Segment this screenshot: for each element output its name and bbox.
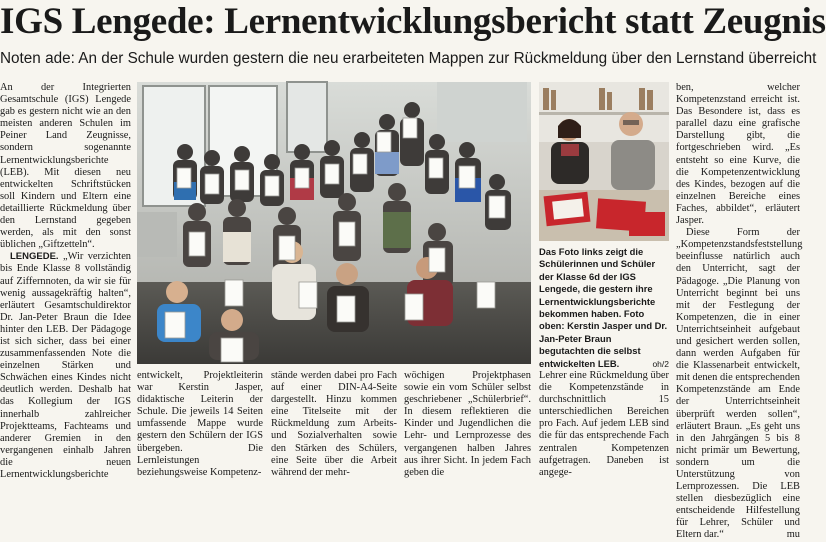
body-text: „Wir verzichten bis Ende Klasse 8 vollständig auf Ziffernnoten, da wir sie für wenig aussagekräftig halten“, erläutert Gesamtschuldirektor Dr. Jan-Peter Braun die Idee hinter den LEB. Der Pädagoge ist sich sicher, dass bei einer zusammenfassenden Note die einzelnen Stärken und Schwächen eines Kindes nicht deutlich werden. Deshalb hat das Kollegium der IGS innerhalb zahlreicher Projektteams, Fachteams und anderer Gremien in den vergangenen einhalb Jahren die neuen Lernentwicklungsberichte bbox=[0, 251, 131, 480]
column-3-text: stände werden dabei pro Fach auf einer DIN-A4-Seite dargestellt. Hinzu kommen eine Titelseite mit der Rückmeldung zum Arbeits- und Sozialverhalten sowie den Stärken des Schülers, eine Seite über die Arbeit während der mehr- bbox=[271, 370, 397, 478]
author-credit: mu bbox=[786, 529, 800, 541]
article-column-6 bbox=[676, 82, 803, 541]
teachers-photo bbox=[539, 82, 669, 241]
body-paragraph bbox=[0, 251, 131, 481]
article-column-4 bbox=[404, 370, 531, 478]
column-2-text: entwickelt, Projektleiterin war Kerstin Jasper, didaktische Leiterin der Schule. Die jeweils 14 Seiten umfassende Mappe wurde gestern den Schülern der IGS übergeben. Die Lernleistungen beziehungsweise Kompetenz- bbox=[137, 370, 263, 478]
headline: IGS Lengede: Lernentwicklungsbericht statt Zeugnis bbox=[0, 1, 826, 42]
column-5-text: Lehrer eine Rückmeldung über die Kompetenzstände in durchschnittlich 15 unterschiedlichen Bereichen pro Fach. Auf jedem LEB sind die für das entsprechende Fach zentralen Kompetenzen aufgetragen. Daneben ist angege- bbox=[539, 370, 669, 478]
column-6-paragraph-1: ben, welcher Kompetenzstand erreicht ist. Das Besondere ist, dass es parallel dazu eine grafische Darstellung gibt, die fortgeschrieben wird. „Es entsteht so eine Kurve, die die Kompetenzentwicklung des Kindes, bezogen auf die einzelnen Bereiche eines Faches, abbildet“, erläutert Jasper. bbox=[676, 82, 800, 227]
caption-text: Das Foto links zeigt die Schülerinnen und Schüler der Klasse 6d der IGS Lengede, die gestern ihre Lernentwicklungsberichte bekommen haben. Foto oben: Kerstin Jasper und Dr. Jan-Peter Braun begutachten die selbst entwickelten LEB. bbox=[539, 246, 668, 369]
article-column-2 bbox=[137, 370, 263, 478]
teachers-photo-image bbox=[539, 82, 669, 241]
photo-caption bbox=[539, 246, 669, 369]
column-6-paragraph-2 bbox=[676, 227, 803, 541]
subheadline: Noten ade: An der Schule wurden gestern die neu erarbeiteten Mappen zur Rückmeldung über den Lernstand überreicht bbox=[0, 50, 817, 67]
column-6-text: Diese Form der „Kompetenzstandsfeststellung beeinflusse natürlich auch den Unterricht, sagt der Pädagoge. „Die Planung von Unterricht beginnt bei uns mit der Festlegung der Kompetenzen, die in einer Unterrichtseinheit aufgebaut und gesichert werden sollen, dann werden Aufgaben für die Klassenarbeit entwickelt, mit denen die entsprechenden Kompetenzstände am Ende der Unterrichtseinheit überprüft werden sollen“, erläutert Braun. „Es geht uns in den Jahrgängen 5 bis 8 nicht primär um Bewertung, sondern um die Unterstützung von Lernprozessen. Die LEB stellen diesbezüglich eine entscheidende Hilfestellung für Lehrer, Schüler und Eltern dar.“ bbox=[676, 227, 803, 541]
article-column-3 bbox=[271, 370, 397, 478]
dateline: LENGEDE. bbox=[10, 251, 59, 263]
intro-paragraph: An der Integrierten Gesamtschule (IGS) Lengede gab es gestern nicht wie an den meisten anderen Schulen im Peiner Land Zeugnisse, sondern sogenannte Lernentwicklungsberichte (LEB). Mit diesen neu entwickelten Schriftstücken soll Kindern und Eltern eine detaillierte Rückmeldung über den Lernstand gegeben werden, als mit den sonst üblichen „Giftzetteln“. bbox=[0, 82, 131, 251]
class-photo bbox=[137, 82, 531, 364]
photo-credit: oh/2 bbox=[652, 358, 669, 369]
article-column-5 bbox=[539, 370, 669, 478]
article-column-1 bbox=[0, 82, 131, 480]
class-photo-image bbox=[137, 82, 531, 364]
column-4-text: wöchigen Projektphasen sowie ein vom Schüler selbst geschriebener „Schülerbrief“. In diesem reflektieren die Kinder und Jugendlichen die Lehr- und Lernprozesse des vergangenen halben Jahres aus ihrer Sicht. In jedem Fach geben die bbox=[404, 370, 531, 478]
